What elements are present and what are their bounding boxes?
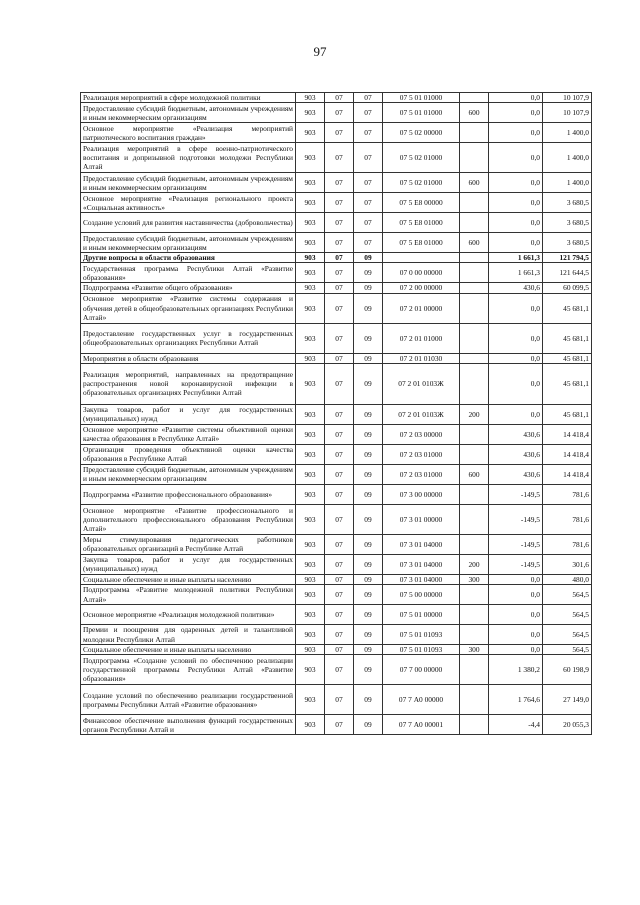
row-subsection-code: 09 [354,404,383,424]
row-subsection-code: 09 [354,645,383,655]
row-subsection-code: 09 [354,504,383,534]
row-amount-total: 10 107,9 [543,103,592,123]
row-subsection-code: 07 [354,173,383,193]
row-name: Организация проведения объективной оценки качества образования в Республике Алтай [81,444,296,464]
row-expense-type-code: 300 [460,645,489,655]
row-expense-type-code [460,444,489,464]
row-expense-type-code [460,263,489,283]
row-name: Премии и поощрения для одаренных детей и талантливой молодежи Республики Алтай [81,625,296,645]
row-name: Основное мероприятие «Развитие системы объективной оценки качества образования в Республике Алтай» [81,424,296,444]
row-section-code: 07 [325,253,354,263]
row-grbs-code: 903 [296,233,325,253]
row-grbs-code: 903 [296,685,325,715]
table-row [81,504,592,534]
row-target-article-code: 07 3 00 00000 [383,484,460,504]
row-section-code: 07 [325,504,354,534]
row-amount-total: 45 681,1 [543,353,592,363]
row-name: Закупка товаров, работ и услуг для государственных (муниципальных) нужд [81,404,296,424]
row-name: Предоставление субсидий бюджетным, автономным учреждениям и иным некоммерческим организациям [81,103,296,123]
row-amount-total: 1 400,0 [543,143,592,173]
row-section-code: 07 [325,193,354,213]
row-amount-total: 1 400,0 [543,123,592,143]
row-amount-total: 3 680,5 [543,233,592,253]
row-grbs-code: 903 [296,363,325,404]
row-amount-total: 10 107,9 [543,93,592,103]
row-grbs-code: 903 [296,504,325,534]
row-name: Другие вопросы в области образования [81,253,296,263]
table-row [81,625,592,645]
row-expense-type-code [460,424,489,444]
row-expense-type-code [460,534,489,554]
row-target-article-code: 07 7 А0 00000 [383,685,460,715]
table-row [81,173,592,193]
row-section-code: 07 [325,173,354,193]
table-row [81,283,592,293]
row-target-article-code: 07 5 02 00000 [383,123,460,143]
row-subsection-code: 07 [354,213,383,233]
table-row [81,293,592,323]
row-expense-type-code [460,293,489,323]
row-expense-type-code [460,484,489,504]
table-row [81,685,592,715]
row-amount-change: 430,6 [489,444,543,464]
row-target-article-code: 07 5 01 01093 [383,625,460,645]
row-grbs-code: 903 [296,554,325,574]
row-section-code: 07 [325,233,354,253]
row-name: Социальное обеспечение и иные выплаты населению [81,574,296,584]
row-amount-total: 781,6 [543,504,592,534]
row-target-article-code: 07 2 00 00000 [383,283,460,293]
row-amount-change: 0,0 [489,625,543,645]
table-row [81,444,592,464]
table-row [81,143,592,173]
row-subsection-code: 09 [354,715,383,735]
row-section-code: 07 [325,685,354,715]
row-name: Предоставление государственных услуг в государственных общеобразовательных организациях Республики Алтай [81,323,296,353]
row-name: Основное мероприятие «Развитие системы содержания и обучения детей в общеобразовательных организациях Республики Алтай» [81,293,296,323]
row-amount-total: 60 198,9 [543,655,592,685]
row-expense-type-code [460,585,489,605]
table-row [81,464,592,484]
table-row [81,353,592,363]
row-amount-total: 564,5 [543,605,592,625]
row-name: Подпрограмма «Развитие профессионального образования» [81,484,296,504]
row-subsection-code: 09 [354,685,383,715]
row-name: Мероприятия в области образования [81,353,296,363]
row-target-article-code: 07 5 E8 00000 [383,193,460,213]
row-name: Реализация мероприятий в сфере военно-патриотического воспитания и допризывной подготовки молодежи Республики Алтай [81,143,296,173]
row-amount-total: 1 400,0 [543,173,592,193]
row-grbs-code: 903 [296,323,325,353]
row-amount-total: 14 418,4 [543,424,592,444]
row-grbs-code: 903 [296,213,325,233]
table-row [81,424,592,444]
row-amount-change: 0,0 [489,143,543,173]
table-row [81,323,592,353]
row-expense-type-code [460,363,489,404]
table-row [81,93,592,103]
row-target-article-code: 07 5 00 00000 [383,585,460,605]
row-target-article-code: 07 3 01 04000 [383,534,460,554]
table-row [81,585,592,605]
row-amount-total: 14 418,4 [543,444,592,464]
row-expense-type-code [460,93,489,103]
row-section-code: 07 [325,585,354,605]
row-amount-change: 430,6 [489,464,543,484]
row-amount-total: 301,6 [543,554,592,574]
row-amount-change: 1 764,6 [489,685,543,715]
table-row [81,263,592,283]
row-grbs-code: 903 [296,263,325,283]
table-row [81,715,592,735]
row-target-article-code: 07 5 02 01000 [383,173,460,193]
row-subsection-code: 09 [354,363,383,404]
row-expense-type-code [460,193,489,213]
row-amount-change: 0,0 [489,233,543,253]
row-name: Создание условий для развития наставничества (добровольчества) [81,213,296,233]
row-expense-type-code: 600 [460,464,489,484]
row-subsection-code: 09 [354,625,383,645]
row-section-code: 07 [325,554,354,574]
table-row [81,253,592,263]
row-amount-total: 564,5 [543,625,592,645]
row-target-article-code: 07 5 01 00000 [383,605,460,625]
row-section-code: 07 [325,424,354,444]
row-amount-change: 0,0 [489,645,543,655]
row-section-code: 07 [325,363,354,404]
row-subsection-code: 07 [354,103,383,123]
row-subsection-code: 07 [354,193,383,213]
row-name: Подпрограмма «Развитие молодежной политики Республики Алтай» [81,585,296,605]
row-target-article-code: 07 3 01 04000 [383,554,460,574]
page-number: 97 [313,44,327,59]
budget-table [80,92,592,735]
table-row [81,554,592,574]
row-subsection-code: 09 [354,283,383,293]
row-amount-change: 0,0 [489,574,543,584]
row-grbs-code: 903 [296,645,325,655]
row-section-code: 07 [325,353,354,363]
row-target-article-code: 07 5 E8 01000 [383,233,460,253]
row-amount-total: 480,0 [543,574,592,584]
table-row [81,404,592,424]
row-amount-change: 0,0 [489,404,543,424]
row-subsection-code: 09 [354,263,383,283]
row-name: Меры стимулирования педагогических работников образовательных организаций в Республике Алтай [81,534,296,554]
row-amount-change: 0,0 [489,293,543,323]
row-grbs-code: 903 [296,143,325,173]
row-amount-change: -149,5 [489,504,543,534]
row-target-article-code: 07 5 01 01000 [383,103,460,123]
row-name: Финансовое обеспечение выполнения функций государственных органов Республики Алтай и [81,715,296,735]
row-amount-total: 20 055,3 [543,715,592,735]
row-amount-change: 430,6 [489,283,543,293]
row-target-article-code: 07 2 01 0103Ж [383,404,460,424]
row-name: Предоставление субсидий бюджетным, автономным учреждениям и иным некоммерческим организациям [81,173,296,193]
row-target-article-code: 07 5 02 01000 [383,143,460,173]
row-target-article-code: 07 5 E8 01000 [383,213,460,233]
table-row [81,574,592,584]
row-subsection-code: 09 [354,574,383,584]
row-section-code: 07 [325,293,354,323]
row-expense-type-code [460,655,489,685]
table-row [81,103,592,123]
row-target-article-code: 07 5 01 01000 [383,93,460,103]
row-amount-change: 0,0 [489,173,543,193]
row-amount-change: 0,0 [489,605,543,625]
row-expense-type-code [460,123,489,143]
row-subsection-code: 09 [354,323,383,353]
row-grbs-code: 903 [296,534,325,554]
row-expense-type-code [460,283,489,293]
row-amount-total: 27 149,0 [543,685,592,715]
row-target-article-code: 07 2 01 01000 [383,323,460,353]
row-grbs-code: 903 [296,193,325,213]
row-section-code: 07 [325,625,354,645]
row-amount-total: 564,5 [543,585,592,605]
row-section-code: 07 [325,283,354,293]
row-grbs-code: 903 [296,123,325,143]
row-name: Основное мероприятие «Реализация молодежной политики» [81,605,296,625]
row-amount-total: 781,6 [543,534,592,554]
row-section-code: 07 [325,464,354,484]
row-amount-change: 0,0 [489,103,543,123]
row-grbs-code: 903 [296,173,325,193]
row-amount-change: 0,0 [489,363,543,404]
row-expense-type-code [460,605,489,625]
table-row [81,534,592,554]
row-amount-change: 0,0 [489,585,543,605]
row-section-code: 07 [325,323,354,353]
row-amount-change: 0,0 [489,323,543,353]
row-amount-total: 45 681,1 [543,293,592,323]
row-grbs-code: 903 [296,715,325,735]
row-section-code: 07 [325,143,354,173]
row-subsection-code: 09 [354,655,383,685]
table-row [81,123,592,143]
row-name: Предоставление субсидий бюджетным, автономным учреждениям и иным некоммерческим организациям [81,464,296,484]
row-grbs-code: 903 [296,464,325,484]
row-amount-total: 60 099,5 [543,283,592,293]
row-amount-total: 564,5 [543,645,592,655]
row-section-code: 07 [325,655,354,685]
row-name: Основное мероприятие «Реализация мероприятий патриотического воспитания граждан» [81,123,296,143]
row-amount-total: 14 418,4 [543,464,592,484]
row-amount-change: 0,0 [489,123,543,143]
row-name: Социальное обеспечение и иные выплаты населению [81,645,296,655]
row-section-code: 07 [325,444,354,464]
table-row [81,655,592,685]
table-row [81,605,592,625]
row-expense-type-code [460,213,489,233]
row-amount-change: -149,5 [489,554,543,574]
row-subsection-code: 09 [354,424,383,444]
row-expense-type-code [460,715,489,735]
table-row [81,645,592,655]
row-grbs-code: 903 [296,444,325,464]
row-expense-type-code: 600 [460,103,489,123]
row-target-article-code: 07 2 03 01000 [383,444,460,464]
row-expense-type-code [460,323,489,353]
row-subsection-code: 07 [354,123,383,143]
row-expense-type-code [460,504,489,534]
row-expense-type-code [460,143,489,173]
row-expense-type-code: 600 [460,233,489,253]
row-grbs-code: 903 [296,93,325,103]
row-grbs-code: 903 [296,605,325,625]
row-amount-total: 45 681,1 [543,323,592,353]
row-name: Подпрограмма «Создание условий по обеспечению реализации государственной программы Республики Алтай «Развитие образования» [81,655,296,685]
row-target-article-code: 07 0 00 00000 [383,263,460,283]
row-grbs-code: 903 [296,283,325,293]
row-subsection-code: 09 [354,585,383,605]
row-subsection-code: 09 [354,484,383,504]
row-expense-type-code: 200 [460,554,489,574]
row-target-article-code: 07 7 А0 00001 [383,715,460,735]
row-section-code: 07 [325,715,354,735]
table-row [81,233,592,253]
row-subsection-code: 09 [354,293,383,323]
row-name: Государственная программа Республики Алтай «Развитие образования» [81,263,296,283]
row-grbs-code: 903 [296,103,325,123]
row-section-code: 07 [325,534,354,554]
row-target-article-code: 07 2 01 00000 [383,293,460,323]
row-subsection-code: 09 [354,554,383,574]
row-section-code: 07 [325,123,354,143]
row-grbs-code: 903 [296,574,325,584]
row-amount-change: 0,0 [489,213,543,233]
table-row [81,363,592,404]
row-amount-total: 781,6 [543,484,592,504]
row-target-article-code: 07 2 03 00000 [383,424,460,444]
row-subsection-code: 09 [354,464,383,484]
row-grbs-code: 903 [296,404,325,424]
row-section-code: 07 [325,263,354,283]
row-grbs-code: 903 [296,293,325,323]
row-amount-total: 45 681,1 [543,404,592,424]
row-amount-change: 0,0 [489,93,543,103]
row-amount-change: 430,6 [489,424,543,444]
row-section-code: 07 [325,605,354,625]
row-amount-total: 3 680,5 [543,193,592,213]
row-name: Реализация мероприятий, направленных на предотвращение распространения новой коронавирусной инфекции в образовательных организациях Республики Алтай [81,363,296,404]
row-amount-change: 1 661,3 [489,263,543,283]
row-amount-change: 0,0 [489,353,543,363]
row-target-article-code: 07 2 01 01030 [383,353,460,363]
row-section-code: 07 [325,484,354,504]
row-target-article-code: 07 7 00 00000 [383,655,460,685]
row-target-article-code: 07 2 03 01000 [383,464,460,484]
row-amount-change: -4,4 [489,715,543,735]
row-target-article-code: 07 3 01 00000 [383,504,460,534]
row-expense-type-code [460,253,489,263]
row-target-article-code [383,253,460,263]
row-name: Основное мероприятие «Развитие профессионального и дополнительного профессионального образования Республики Алтай» [81,504,296,534]
row-section-code: 07 [325,93,354,103]
row-grbs-code: 903 [296,424,325,444]
row-section-code: 07 [325,404,354,424]
row-grbs-code: 903 [296,484,325,504]
row-amount-total: 45 681,1 [543,363,592,404]
row-subsection-code: 09 [354,253,383,263]
row-grbs-code: 903 [296,353,325,363]
row-amount-total: 121 794,5 [543,253,592,263]
row-amount-change: 1 380,2 [489,655,543,685]
row-amount-change: 0,0 [489,193,543,213]
row-expense-type-code: 200 [460,404,489,424]
row-expense-type-code: 300 [460,574,489,584]
row-amount-change: -149,5 [489,534,543,554]
row-target-article-code: 07 3 01 04000 [383,574,460,584]
row-expense-type-code [460,353,489,363]
table-row [81,213,592,233]
row-amount-total: 3 680,5 [543,213,592,233]
table-row [81,193,592,213]
row-amount-change: -149,5 [489,484,543,504]
row-name: Реализация мероприятий в сфере молодежной политики [81,93,296,103]
row-section-code: 07 [325,645,354,655]
budget-table-body [81,93,592,735]
row-grbs-code: 903 [296,253,325,263]
row-name: Закупка товаров, работ и услуг для государственных (муниципальных) нужд [81,554,296,574]
row-name: Подпрограмма «Развитие общего образования» [81,283,296,293]
row-grbs-code: 903 [296,655,325,685]
row-expense-type-code [460,625,489,645]
row-subsection-code: 09 [354,444,383,464]
row-name: Основное мероприятие «Реализация регионального проекта «Социальная активность» [81,193,296,213]
row-subsection-code: 07 [354,233,383,253]
row-expense-type-code [460,685,489,715]
row-section-code: 07 [325,103,354,123]
row-subsection-code: 09 [354,534,383,554]
table-row [81,484,592,504]
row-section-code: 07 [325,213,354,233]
row-subsection-code: 07 [354,93,383,103]
row-amount-change: 1 661,3 [489,253,543,263]
row-grbs-code: 903 [296,625,325,645]
row-subsection-code: 09 [354,605,383,625]
row-name: Предоставление субсидий бюджетным, автономным учреждениям и иным некоммерческим организациям [81,233,296,253]
row-expense-type-code: 600 [460,173,489,193]
row-target-article-code: 07 2 01 0103Ж [383,363,460,404]
row-grbs-code: 903 [296,585,325,605]
row-amount-total: 121 644,5 [543,263,592,283]
row-section-code: 07 [325,574,354,584]
row-subsection-code: 07 [354,143,383,173]
row-subsection-code: 09 [354,353,383,363]
row-target-article-code: 07 5 01 01093 [383,645,460,655]
row-name: Создание условий по обеспечению реализации государственной программы Республики Алтай «Развитие образования» [81,685,296,715]
